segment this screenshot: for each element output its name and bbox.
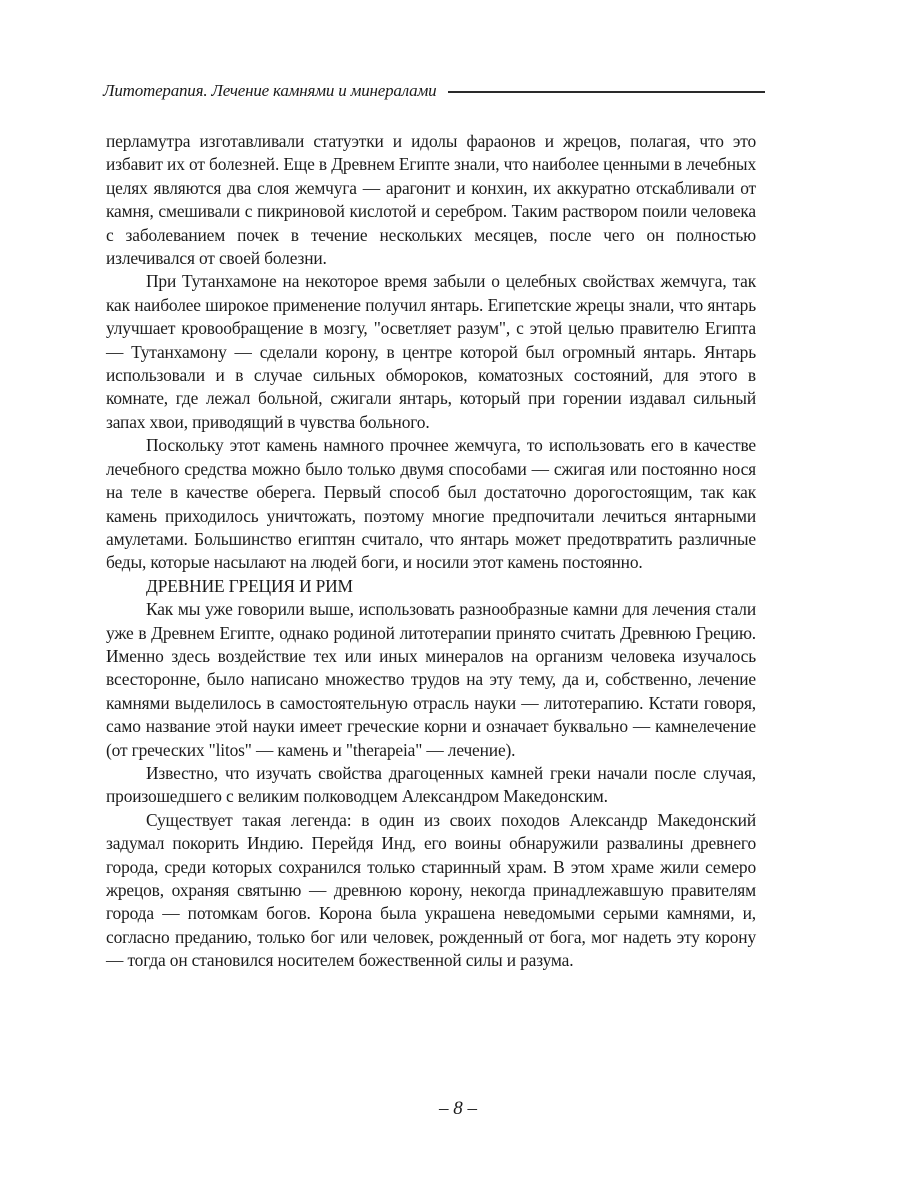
paragraph-continued: перламутра изготавливали статуэтки и идолы фараонов и жрецов, полагая, что это избавит их от болезней. Еще в Древнем Египте знали, что наиболее ценными в лечебных целях являются два слоя жемчуга — арагонит и конхин, их аккуратно отскабливали от камня, смешивали с пикриновой кислотой и серебром. Таким раствором поили человека с заболеванием почек в течение нескольких месяцев, после чего он полностью излечивался от своей болезни. [106,131,756,269]
paragraph: Поскольку этот камень намного прочнее жемчуга, то использовать его в качестве лечебного средства можно было только двумя способами — сжигая или постоянно нося на теле в качестве оберега. Первый способ был достаточно дорогостоящим, так как камень приходилось уничтожать, поэтому многие предпочитали лечиться янтарными амулетами. Большинство египтян считало, что янтарь может предотвратить различные беды, которые насылают на людей боги, и носили этот камень постоянно. [106,435,756,573]
paragraph: При Тутанхамоне на некоторое время забыли о целебных свойствах жемчуга, так как наиболее широкое применение получил янтарь. Египетские жрецы знали, что янтарь улучшает кровообращение в мозгу, "осветляет разум", с этой целью правителю Египта — Тутанхамону — сделали корону, в центре которой был огромный янтарь. Янтарь использовали и в случае сильных обмороков, коматозных состояний, для этого в комнате, где лежал больной, сжигали янтарь, который при горении издавал сильный запах хвои, приводящий в чувства больного. [106,271,756,432]
section-heading: ДРЕВНИЕ ГРЕЦИЯ И РИМ [146,575,353,596]
page-number: – 8 – [439,1098,477,1119]
paragraph: Существует такая легенда: в один из своих походов Александр Македонский задумал покорить Индию. Перейдя Инд, его воины обнаружили развалины древнего города, среди которых сохранился только старинный храм. В этом храме жили семеро жрецов, охраняя святыню — древнюю корону, некогда принадлежавшую правителям города — потомкам богов. Корона была украшена неведомыми серыми камнями, и, согласно преданию, только бог или человек, рожденный от бога, мог надеть эту корону — тогда он становился носителем божественной силы и разума. [106,809,756,971]
paragraph: Известно, что изучать свойства драгоценных камней греки начали после случая, произошедшего с великим полководцем Александром Македонским. [106,762,756,807]
running-header [103,78,765,104]
running-title: Литотерапия. Лечение камнями и минералами [103,81,437,100]
paragraph: Как мы уже говорили выше, использовать разнообразные камни для лечения стали уже в Древнем Египте, однако родиной литотерапии принято считать Древнюю Грецию. Именно здесь воздействие тех или иных минералов на организм человека изучалось всесторонне, было написано множество трудов на эту тему, да и, собственно, лечение камнями выделилось в самостоятельную отрасль науки — литотерапию. Кстати говоря, само название этой науки имеет греческие корни и означает буквально — камнелечение (от греческих "litos" — камень и "therapeia" — лечение). [106,599,756,760]
page-body [106,130,756,973]
header-rule-divider [448,91,765,93]
